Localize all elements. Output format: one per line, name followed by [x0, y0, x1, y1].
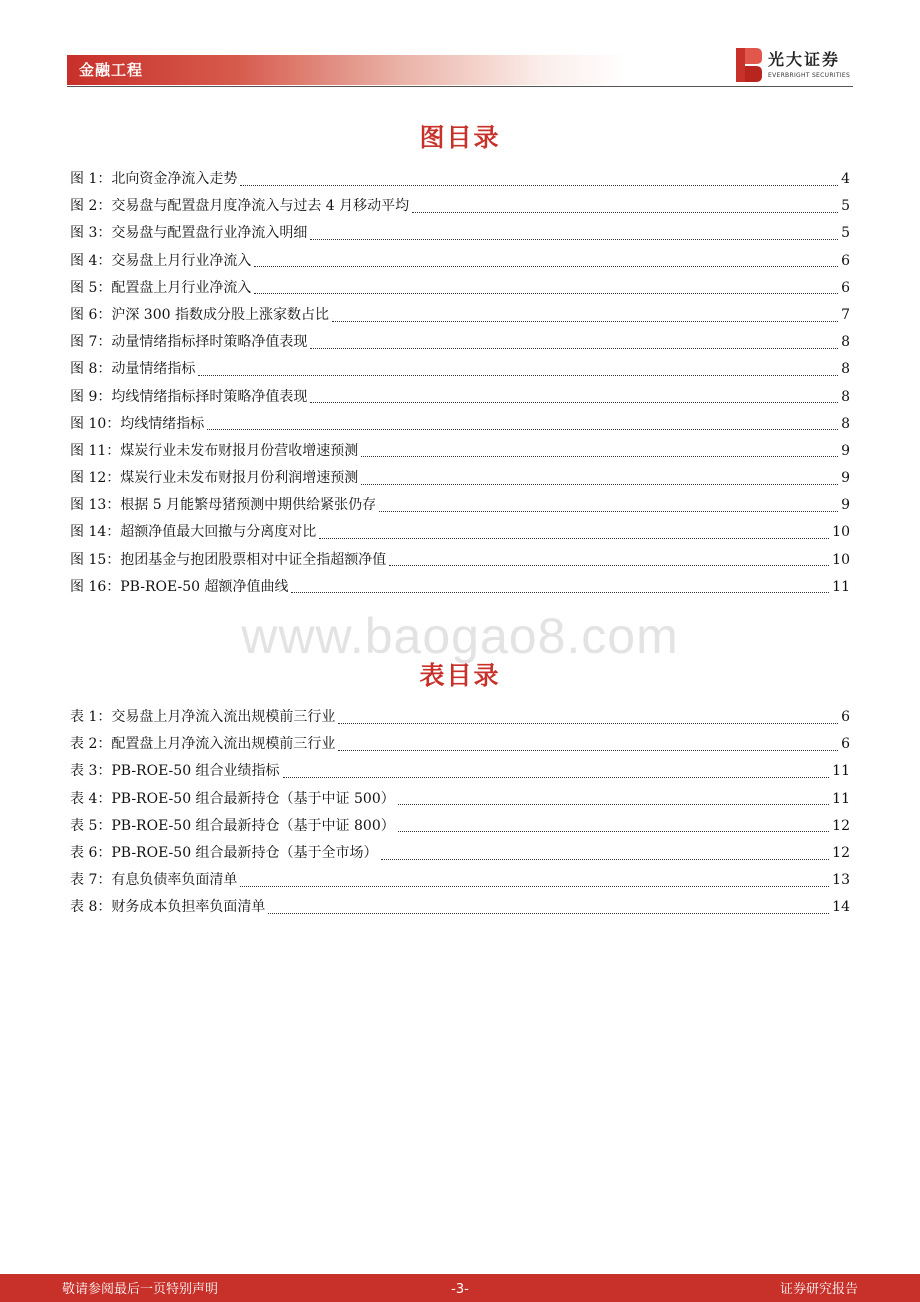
toc-entry-page: 13	[832, 872, 850, 889]
toc-entry-label: 图 9：均线情绪指标择时策略净值表现	[70, 388, 308, 405]
toc-entry[interactable]	[70, 704, 850, 731]
toc-entry-page: 8	[841, 361, 850, 378]
toc-entry-label: 表 1：交易盘上月净流入流出规模前三行业	[70, 709, 336, 725]
page-number: -3-	[451, 1282, 469, 1297]
toc-entry-page: 11	[832, 790, 850, 807]
toc-entry[interactable]	[70, 492, 850, 519]
toc-dot-leader	[310, 401, 838, 403]
toc-entry-page: 6	[841, 709, 850, 725]
toc-entry-page: 14	[832, 899, 850, 916]
toc-entry-label: 表 8：财务成本负担率负面清单	[70, 899, 266, 916]
toc-entry-page: 8	[841, 334, 850, 351]
toc-entry[interactable]	[70, 840, 850, 867]
toc-entry-label: 图 5：配置盘上月行业净流入	[70, 279, 252, 296]
toc-entry-page: 9	[841, 442, 850, 459]
header-divider	[67, 86, 853, 87]
footer-disclaimer: 敬请参阅最后一页特别声明	[62, 1282, 219, 1297]
toc-entry[interactable]	[70, 356, 850, 383]
toc-entry-page: 6	[841, 736, 850, 753]
toc-dot-leader	[291, 591, 829, 593]
toc-entry[interactable]	[70, 574, 850, 601]
watermark: www.baogao8.com	[241, 608, 679, 664]
toc-entry-label: 图 10：均线情绪指标	[70, 415, 205, 432]
toc-dot-leader	[319, 537, 829, 539]
toc-entry-page: 8	[841, 388, 850, 405]
toc-entry-label: 图 13：根据 5 月能繁母猪预测中期供给紧张仍存	[70, 497, 377, 514]
toc-entry[interactable]	[70, 411, 850, 438]
toc-entry-label: 图 16：PB-ROE-50 超额净值曲线	[70, 578, 289, 595]
toc-dot-leader	[283, 776, 830, 778]
toc-dot-leader	[389, 564, 829, 566]
footer-report-type: 证券研究报告	[779, 1282, 858, 1297]
toc-dot-leader	[254, 292, 838, 294]
toc-entry[interactable]	[70, 166, 850, 193]
toc-entry-label: 表 5：PB-ROE-50 组合最新持仓（基于中证 800）	[70, 817, 395, 834]
toc-entry-label: 图 1：北向资金净流入走势	[70, 171, 238, 187]
toc-entry-label: 表 7：有息负债率负面清单	[70, 872, 238, 889]
toc-entry-label: 表 6：PB-ROE-50 组合最新持仓（基于全市场）	[70, 844, 378, 861]
toc-entry-page: 8	[841, 415, 850, 432]
toc-entry-page: 11	[832, 763, 850, 780]
header-band	[67, 55, 627, 85]
toc-entry-label: 图 2：交易盘与配置盘月度净流入与过去 4 月移动平均	[70, 198, 410, 215]
toc-entry-page: 6	[841, 252, 850, 269]
toc-dot-leader	[381, 858, 830, 860]
toc-entry-page: 7	[841, 306, 850, 323]
toc-dot-leader	[361, 483, 838, 485]
toc-entry-page: 10	[832, 524, 850, 541]
toc-entry[interactable]	[70, 193, 850, 220]
toc-dot-leader	[412, 211, 838, 213]
toc-entry[interactable]	[70, 384, 850, 411]
toc-entry-label: 图 11：煤炭行业未发布财报月份营收增速预测	[70, 442, 359, 459]
everbright-logo-icon	[736, 48, 762, 82]
section-label: 金融工程	[79, 61, 144, 79]
toc-entry-page: 12	[832, 817, 850, 834]
toc-entry[interactable]	[70, 547, 850, 574]
toc-entry[interactable]	[70, 275, 850, 302]
toc-entry-label: 图 3：交易盘与配置盘行业净流入明细	[70, 225, 308, 242]
toc-entry[interactable]	[70, 731, 850, 758]
toc-entry[interactable]	[70, 302, 850, 329]
toc-entry-label: 图 4：交易盘上月行业净流入	[70, 252, 252, 269]
toc-entry-page: 5	[841, 225, 850, 242]
toc-entry-label: 表 4：PB-ROE-50 组合最新持仓（基于中证 500）	[70, 790, 395, 807]
toc-dot-leader	[207, 428, 838, 430]
toc-entry[interactable]	[70, 813, 850, 840]
toc-entry-label: 图 6：沪深 300 指数成分股上涨家数占比	[70, 306, 329, 323]
toc-entry-page: 11	[832, 578, 850, 595]
toc-entry-label: 图 8：动量情绪指标	[70, 361, 196, 378]
toc-entry[interactable]	[70, 220, 850, 247]
toc-dot-leader	[338, 749, 838, 751]
toc-dot-leader	[240, 885, 829, 887]
toc-dot-leader	[398, 830, 829, 832]
toc-entry-page: 5	[841, 198, 850, 215]
toc-entry[interactable]	[70, 329, 850, 356]
toc-entry-page: 9	[841, 470, 850, 487]
toc-dot-leader	[338, 722, 838, 724]
toc-entry[interactable]	[70, 519, 850, 546]
tables-toc-list	[70, 704, 850, 922]
toc-entry-page: 9	[841, 497, 850, 514]
toc-entry[interactable]	[70, 758, 850, 785]
toc-entry-label: 图 12：煤炭行业未发布财报月份利润增速预测	[70, 470, 359, 487]
toc-entry-label: 表 3：PB-ROE-50 组合业绩指标	[70, 763, 280, 780]
toc-entry-page: 6	[841, 279, 850, 296]
toc-entry[interactable]	[70, 867, 850, 894]
toc-entry-label: 图 15：抱团基金与抱团股票相对中证全指超额净值	[70, 551, 387, 568]
brand-name-cn: 光大证券	[768, 50, 841, 69]
toc-entry[interactable]	[70, 786, 850, 813]
toc-dot-leader	[379, 510, 838, 512]
toc-entry-label: 表 2：配置盘上月净流入流出规模前三行业	[70, 736, 336, 753]
figures-toc-list	[70, 166, 850, 601]
figures-toc-title: 图目录	[419, 123, 501, 152]
toc-dot-leader	[268, 912, 829, 914]
toc-entry[interactable]	[70, 894, 850, 921]
toc-dot-leader	[332, 320, 838, 322]
toc-dot-leader	[198, 374, 838, 376]
toc-entry-page: 10	[832, 551, 850, 568]
toc-dot-leader	[310, 238, 838, 240]
brand-name-en: EVERBRIGHT SECURITIES	[768, 72, 851, 79]
toc-entry-label: 图 7：动量情绪指标择时策略净值表现	[70, 334, 308, 351]
toc-entry[interactable]	[70, 248, 850, 275]
toc-entry[interactable]	[70, 465, 850, 492]
tables-toc-title: 表目录	[419, 661, 501, 690]
toc-entry-page: 12	[832, 844, 850, 861]
toc-entry-label: 图 14：超额净值最大回撤与分离度对比	[70, 524, 317, 541]
toc-dot-leader	[361, 455, 838, 457]
toc-entry-page: 4	[841, 171, 850, 187]
toc-dot-leader	[398, 803, 829, 805]
toc-dot-leader	[254, 265, 838, 267]
toc-entry[interactable]	[70, 438, 850, 465]
toc-dot-leader	[240, 184, 838, 186]
toc-dot-leader	[310, 347, 838, 349]
